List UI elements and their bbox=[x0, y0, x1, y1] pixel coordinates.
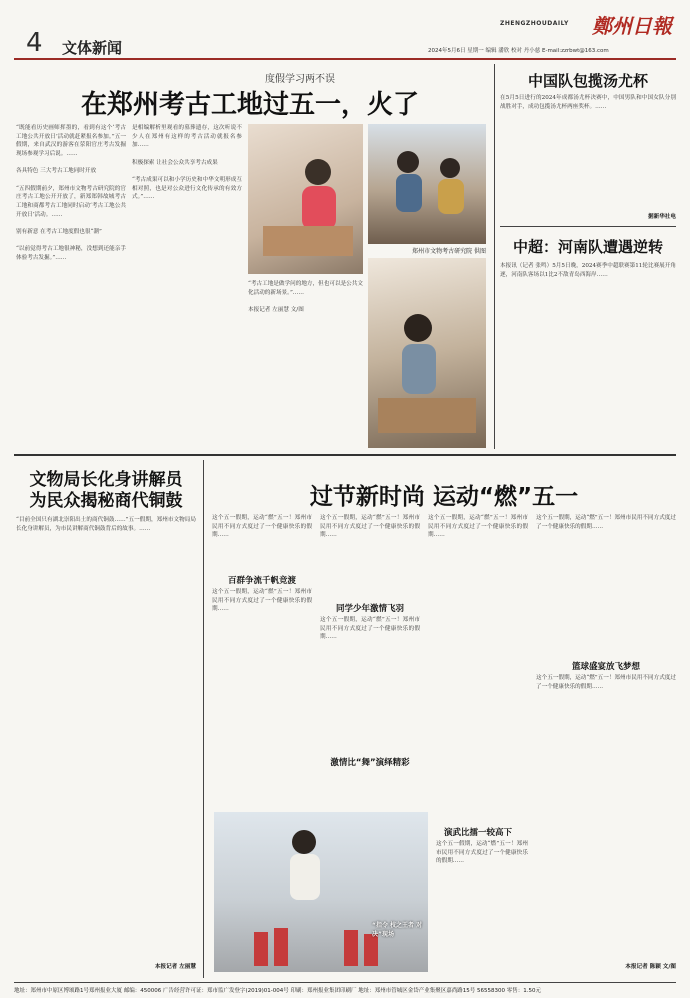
festival-photo-figures bbox=[214, 812, 428, 972]
festival-byline: 本报记者 陈颖 文/图 bbox=[625, 964, 676, 970]
china-cup-text: 在5月5日进行的2024年成都汤尤杯决赛中，中国男队和中国女队分别战胜对手，成功包揽汤尤杯两座奖杯。…… bbox=[500, 95, 676, 110]
festival-subhead-2: 同学少年激情飞羽 bbox=[335, 604, 404, 614]
lead-photo-2 bbox=[368, 124, 486, 244]
festival-text-col2a: 这个五一假期，运动“燃”五一！郑州市民用不同方式度过了一个健康快乐的假期…… bbox=[320, 515, 420, 539]
culture-text: “目前全国只有湖北崇阳出土的商代铜鼓……”五一假期，郑州市文物局局长化身讲解员，为市民讲解商代铜鼓背后的故事。…… bbox=[16, 517, 196, 532]
culture-byline: 本报记者 左丽慧 bbox=[154, 964, 196, 970]
festival-text-col1a: 这个五一假期，运动“燃”五一！郑州市民用不同方式度过了一个健康快乐的假期…… bbox=[212, 515, 312, 539]
page-number: 4 bbox=[26, 28, 43, 58]
right-divider bbox=[500, 226, 676, 227]
festival-text-col2b: 这个五一假期，运动“燃”五一！郑州市民用不同方式度过了一个健康快乐的假期…… bbox=[320, 617, 420, 641]
header-rule bbox=[14, 58, 676, 60]
photo-1-figures bbox=[248, 124, 363, 274]
header-info: 2024年5月6日 星期一 编辑 潘欣 校对 丹小慈 E-mail:zzrbwt@163.com bbox=[428, 48, 609, 54]
lead-text-col2: 是相编解析里观看的墓葬遗存，这次听说不少人在郑州有这样的考古活动就报名参加…… 积极探索 让社会公众共享考古成果 “考古成果可以和小学历史和中华文明形成互相对照，也是对公众进行文化传承的有效方式。”…… bbox=[132, 125, 242, 201]
lead-kicker: 度假学习两不误 bbox=[265, 74, 335, 85]
lead-text-col3: “考古工地是做学问的地方，但也可以是公共文化活动的新场景。”…… 本报记者 左丽慧 文/图 bbox=[248, 281, 363, 313]
festival-text-col3b: 这个五一假期，运动“燃”五一！郑州市民用不同方式度过了一个健康快乐的假期…… bbox=[436, 841, 528, 865]
lead-photo-caption: 郑州市文物考古研究院 供图 bbox=[412, 248, 486, 255]
festival-text-col1b: 这个五一假期，运动“燃”五一！郑州市民用不同方式度过了一个健康快乐的假期…… bbox=[212, 589, 312, 613]
zhongchao-text: 本报讯（记者 张鸣）5月5日晚，2024赛季中超联赛第11轮比赛展开角逐，河南队客场以1比2不敌青岛西海岸…… bbox=[500, 263, 676, 278]
festival-photo-caption: “指令 枝之王者 对决”现场 bbox=[372, 922, 423, 938]
festival-text-col3: 这个五一假期，运动“燃”五一！郑州市民用不同方式度过了一个健康快乐的假期…… bbox=[428, 515, 528, 539]
festival-subhead-3: 激情比“舞”演绎精彩 bbox=[330, 758, 410, 768]
festival-subhead-4: 演武比擂一较高下 bbox=[443, 828, 512, 838]
china-cup-headline: 中国队包揽汤尤杯 bbox=[527, 72, 648, 90]
zhongchao-headline: 中超：河南队遭遇逆转 bbox=[512, 238, 663, 256]
lead-headline: 在郑州考古工地过五一，火了 bbox=[80, 90, 419, 120]
photo-3-figures bbox=[368, 258, 486, 448]
festival-subhead-1: 百群争流千帆竞渡 bbox=[227, 576, 296, 586]
lead-photo-3 bbox=[368, 258, 486, 448]
page-header bbox=[0, 0, 690, 60]
festival-headline: 过节新时尚 运动“燃”五一 bbox=[309, 484, 579, 510]
festival-subhead-5: 篮球盛宴放飞梦想 bbox=[571, 662, 640, 672]
section-divider bbox=[14, 454, 676, 456]
paper-english-name: ZHENGZHOUDAILY bbox=[500, 20, 569, 27]
lead-photo-1 bbox=[248, 124, 363, 274]
newspaper-logo: 鄭州日報 bbox=[592, 14, 672, 38]
column-divider-top bbox=[494, 64, 495, 449]
lead-text-col1: “既能看历史画师挥墨的，看到有这个‘考古工地公共开放日’活动就赶紧报名参加。”五一假期，来自武汉的游客在荥阳官庄考古发掘现场参观学习后说。…… 各具特色 三大考古工地同时开放 “五四假期前夕，郑州市文物考古研究院的官庄考古工地公开开放了，新郑郑韩故城考古工地和商都考古工地同时启动‘考古工地公共开放日’活动。…… 别有新意 在考古工地度假也很“潮” “以前觉得考古工地很神秘，没想到还能亲手体验考古发掘。”…… bbox=[16, 125, 126, 261]
china-cup-byline: 据新华社电 bbox=[648, 214, 676, 220]
festival-text-col4b: 这个五一假期，运动“燃”五一！郑州市民用不同方式度过了一个健康快乐的假期…… bbox=[536, 675, 676, 690]
festival-text-col4a: 这个五一假期，运动“燃”五一！郑州市民用不同方式度过了一个健康快乐的假期…… bbox=[536, 515, 676, 530]
page-footer: 地址：郑州市中原区博颂路1号郑州报业大厦 邮编：450006 广告经营许可证：郑市监广发登字(2019)01-004号 印刷：郑州报业集团印刷厂 地址：郑州市管城区金岱产业集聚区嘉尚路15号 56558300 零售：1.50元 bbox=[14, 982, 676, 996]
column-divider-bottom bbox=[203, 460, 204, 978]
section-title: 文体新闻 bbox=[62, 39, 123, 57]
festival-photo bbox=[214, 812, 428, 972]
culture-headline: 文物局长化身讲解员 为民众揭秘商代铜鼓 bbox=[29, 470, 183, 512]
photo-2-figures bbox=[368, 124, 486, 244]
